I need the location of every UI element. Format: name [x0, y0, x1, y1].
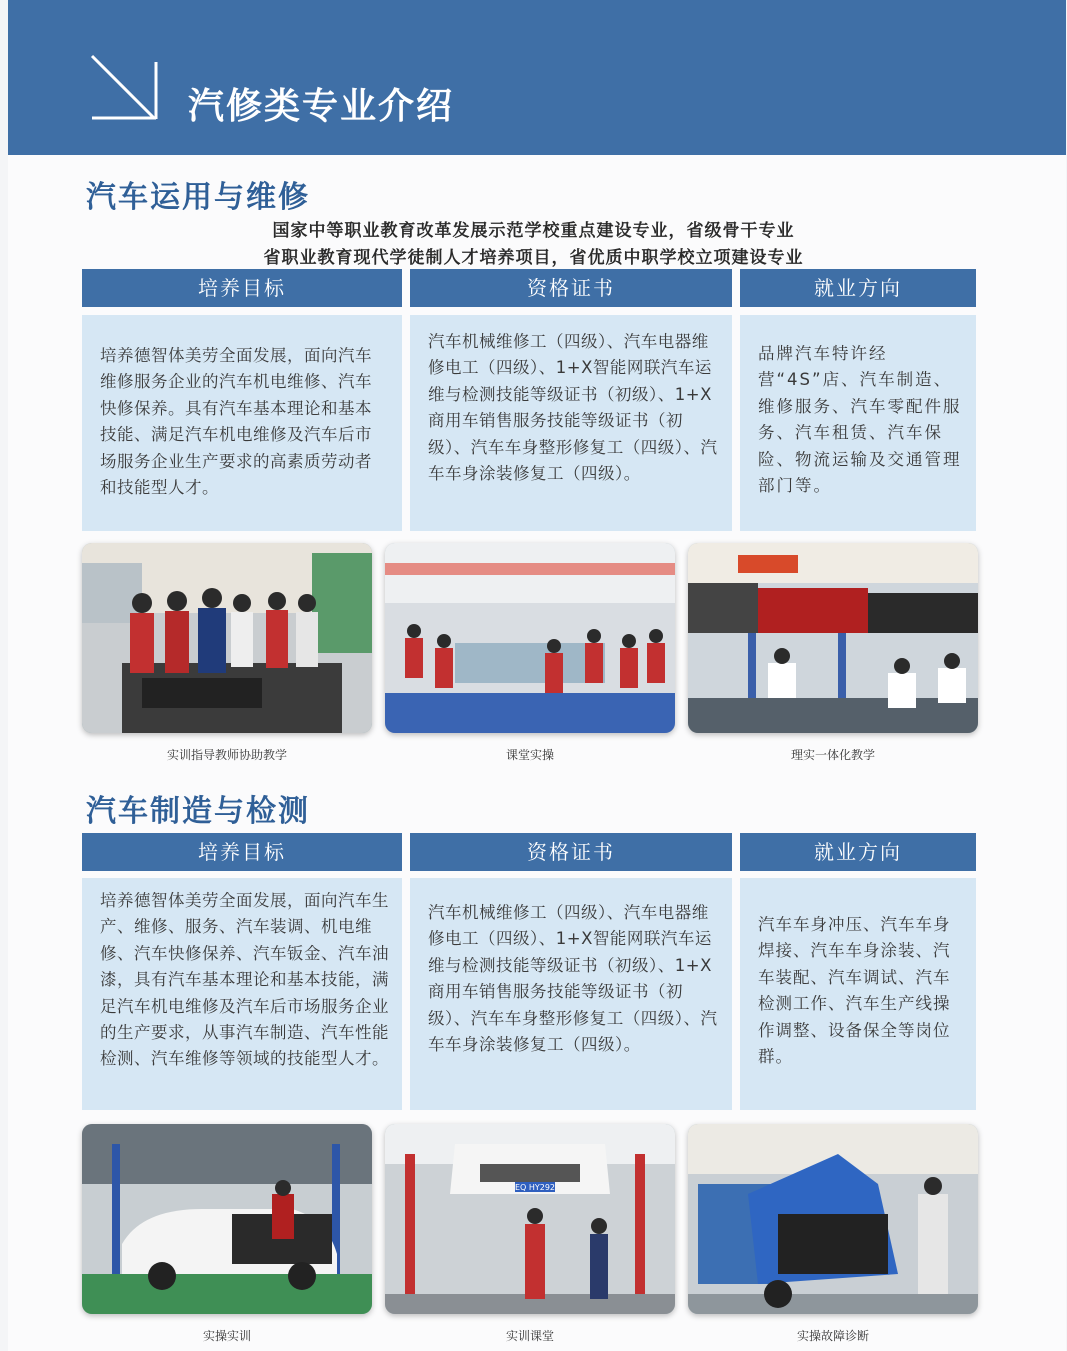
page-title: 汽修类专业介绍 — [188, 86, 455, 127]
lift-photo — [688, 543, 978, 733]
diagnosis-photo — [688, 1124, 978, 1314]
column-body-goals — [82, 878, 402, 1110]
goals-text: 培养德智体美劳全面发展，面向汽车维修服务企业的汽车机电维修、汽车快修保养。具有汽车基本理论和基本技能、满足汽车机电维修及汽车后市场服务企业生产要求的高素质劳动者和技能型人才。 — [100, 346, 372, 498]
column-body-employment — [740, 315, 976, 531]
photo-caption: 实训课堂 — [505, 1329, 554, 1343]
certificates-text: 汽车机械维修工（四级）、汽车电器维修电工（四级）、1+X智能网联汽车运维与检测技能等级证书（初级）、1+X商用车销售服务技能等级证书（初级）、汽车车身整形修复工（四级）、汽车车身涂装修复工（四级）。 — [428, 903, 718, 1055]
arrow-icon — [86, 52, 162, 124]
column-body-certificates — [410, 315, 732, 531]
section-subtitle-line-2: 省职业教育现代学徒制人才培养项目，省优质中职学校立项建设专业 — [263, 248, 804, 268]
column-header-goals: 培养目标 — [82, 833, 402, 871]
photo-caption: 理实一体化教学 — [790, 748, 875, 762]
workshop-photo — [82, 543, 372, 733]
goals-text: 培养德智体美劳全面发展，面向汽车生产、维修、服务、汽车装调、机电维修、汽车快修保养、汽车钣金、汽车油漆，具有汽车基本理论和基本技能，满足汽车机电维修及汽车后市场服务企业的生产要求，从事汽车制造、汽车性能检测、汽车维修等领域的技能型人才。 — [100, 891, 389, 1069]
column-header-employment: 就业方向 — [740, 269, 976, 307]
classroom-photo — [385, 543, 675, 733]
photo-caption: 实训指导教师协助教学 — [166, 748, 287, 762]
license-plate: EQ HY292 — [514, 1183, 556, 1192]
section-title-manufacturing: 汽车制造与检测 — [86, 794, 310, 829]
column-header-employment: 就业方向 — [740, 833, 976, 871]
column-header-goals: 培养目标 — [82, 269, 402, 307]
photo-caption: 实操实训 — [202, 1329, 251, 1343]
section-title-maintenance: 汽车运用与维修 — [86, 180, 310, 215]
column-header-certificates: 资格证书 — [410, 269, 732, 307]
column-body-certificates — [410, 878, 732, 1110]
employment-text: 汽车车身冲压、汽车车身焊接、汽车车身涂装、汽车装配、汽车调试、汽车检测工作、汽车生产线操作调整、设备保全等岗位群。 — [758, 915, 951, 1067]
car-lift-photo — [385, 1124, 675, 1314]
photo-caption: 实操故障诊断 — [796, 1329, 869, 1343]
column-body-employment — [740, 878, 976, 1110]
column-body-goals — [82, 315, 402, 531]
car-hood-photo — [82, 1124, 372, 1314]
employment-text: 品牌汽车特许经营“4S”店、汽车制造、维修服务、汽车零配件服务、汽车租赁、汽车保险、物流运输及交通管理部门等。 — [758, 344, 962, 496]
column-header-certificates: 资格证书 — [410, 833, 732, 871]
section-subtitle-line-1: 国家中等职业教育改革发展示范学校重点建设专业，省级骨干专业 — [272, 221, 795, 241]
certificates-text: 汽车机械维修工（四级）、汽车电器维修电工（四级）、1+X智能网联汽车运维与检测技能等级证书（初级）、1+X商用车销售服务技能等级证书（初级）、汽车车身整形修复工（四级）、汽车车身涂装修复工（四级）。 — [428, 332, 718, 484]
header-band — [8, 0, 1066, 155]
photo-caption: 课堂实操 — [505, 748, 554, 762]
